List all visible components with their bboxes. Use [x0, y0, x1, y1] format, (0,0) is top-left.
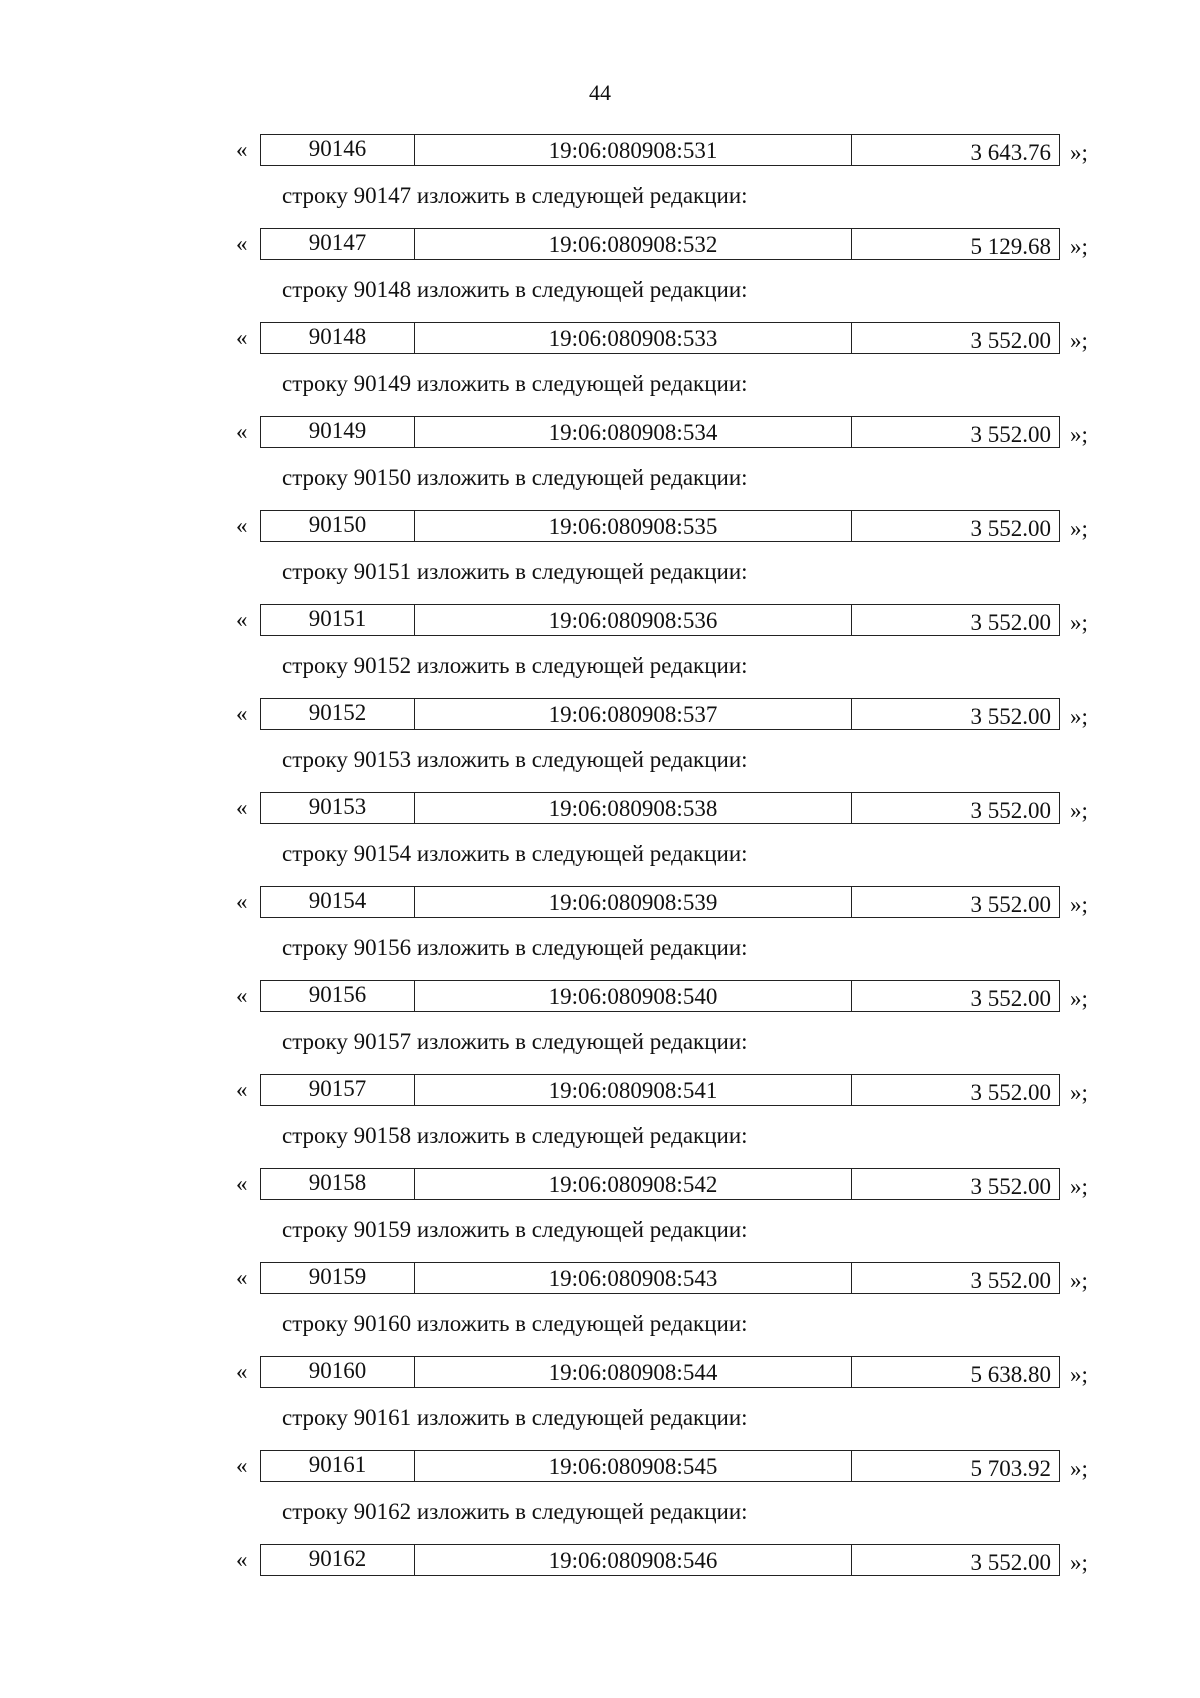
instruction-line — [282, 746, 748, 774]
table-row-cells — [260, 1074, 1060, 1106]
cadastral-number-cell: 19:06:080908:545 — [415, 1451, 852, 1481]
instruction-line — [282, 934, 748, 962]
instruction-line — [282, 182, 748, 210]
instruction-row-code: 90157 — [353, 1029, 412, 1054]
row-code-cell: 90159 — [261, 1263, 415, 1293]
cadastral-number-cell: 19:06:080908:536 — [415, 605, 852, 635]
table-row-cells — [260, 1168, 1060, 1200]
closing-quote: »; — [1070, 516, 1088, 541]
opening-quote: « — [236, 1453, 248, 1478]
row-code-cell: 90160 — [261, 1357, 415, 1387]
instruction-row-code: 90150 — [353, 465, 412, 490]
instruction-suffix: изложить в следующей редакции: — [416, 1311, 748, 1336]
amendment-block — [0, 1356, 1200, 1450]
table-row — [0, 510, 1200, 542]
closing-quote: »; — [1070, 1550, 1088, 1575]
instruction-row-code: 90160 — [353, 1311, 412, 1336]
row-code-cell: 90158 — [261, 1169, 415, 1199]
table-row-cells — [260, 134, 1060, 166]
instruction-suffix: изложить в следующей редакции: — [416, 841, 748, 866]
instruction-prefix: строку — [282, 1311, 348, 1336]
table-row-cells — [260, 510, 1060, 542]
table-row — [0, 1356, 1200, 1388]
opening-quote: « — [236, 231, 248, 256]
instruction-row-code: 90147 — [353, 183, 412, 208]
table-row-cells — [260, 604, 1060, 636]
cadastral-number-cell: 19:06:080908:535 — [415, 511, 852, 541]
cadastral-number-cell: 19:06:080908:534 — [415, 417, 852, 447]
table-row — [0, 416, 1200, 448]
opening-quote: « — [236, 137, 248, 162]
instruction-suffix: изложить в следующей редакции: — [416, 559, 748, 584]
row-code-cell: 90150 — [261, 511, 415, 541]
document-body — [0, 134, 1200, 1638]
instruction-line — [282, 840, 748, 868]
opening-quote: « — [236, 889, 248, 914]
instruction-prefix: строку — [282, 1217, 348, 1242]
opening-quote: « — [236, 701, 248, 726]
row-code-cell: 90146 — [261, 135, 415, 165]
instruction-suffix: изложить в следующей редакции: — [416, 1123, 748, 1148]
instruction-row-code: 90153 — [353, 747, 412, 772]
value-cell: 3 552.00 — [970, 986, 1051, 1011]
instruction-row-code: 90151 — [353, 559, 412, 584]
table-row-cells — [260, 698, 1060, 730]
instruction-suffix: изложить в следующей редакции: — [416, 1405, 748, 1430]
closing-quote: »; — [1070, 1456, 1088, 1481]
amendment-block — [0, 792, 1200, 886]
opening-quote: « — [236, 419, 248, 444]
instruction-line — [282, 652, 748, 680]
value-cell: 3 552.00 — [970, 892, 1051, 917]
table-row-cells — [260, 1262, 1060, 1294]
instruction-row-code: 90158 — [353, 1123, 412, 1148]
instruction-suffix: изложить в следующей редакции: — [416, 465, 748, 490]
table-row — [0, 1450, 1200, 1482]
table-row — [0, 1544, 1200, 1576]
table-row — [0, 134, 1200, 166]
table-row-cells — [260, 1544, 1060, 1576]
cadastral-number-cell: 19:06:080908:546 — [415, 1545, 852, 1575]
cadastral-number-cell: 19:06:080908:537 — [415, 699, 852, 729]
instruction-row-code: 90159 — [353, 1217, 412, 1242]
row-code-cell: 90156 — [261, 981, 415, 1011]
instruction-prefix: строку — [282, 935, 348, 960]
amendment-block — [0, 510, 1200, 604]
instruction-prefix: строку — [282, 747, 348, 772]
amendment-block — [0, 604, 1200, 698]
row-code-cell: 90152 — [261, 699, 415, 729]
amendment-block — [0, 228, 1200, 322]
instruction-prefix: строку — [282, 841, 348, 866]
instruction-line — [282, 276, 748, 304]
closing-quote: »; — [1070, 140, 1088, 165]
opening-quote: « — [236, 1077, 248, 1102]
table-row — [0, 604, 1200, 636]
table-row — [0, 792, 1200, 824]
cadastral-number-cell: 19:06:080908:540 — [415, 981, 852, 1011]
cadastral-number-cell: 19:06:080908:532 — [415, 229, 852, 259]
closing-quote: »; — [1070, 1268, 1088, 1293]
table-row — [0, 228, 1200, 260]
row-code-cell: 90161 — [261, 1451, 415, 1481]
table-row — [0, 1262, 1200, 1294]
instruction-line — [282, 464, 748, 492]
value-cell: 3 552.00 — [970, 1174, 1051, 1199]
value-cell: 3 552.00 — [970, 516, 1051, 541]
instruction-suffix: изложить в следующей редакции: — [416, 747, 748, 772]
closing-quote: »; — [1070, 798, 1088, 823]
value-cell: 3 552.00 — [970, 1268, 1051, 1293]
opening-quote: « — [236, 1265, 248, 1290]
row-code-cell: 90147 — [261, 229, 415, 259]
amendment-block — [0, 1262, 1200, 1356]
instruction-prefix: строку — [282, 1123, 348, 1148]
table-row-cells — [260, 228, 1060, 260]
value-cell: 3 552.00 — [970, 610, 1051, 635]
amendment-block — [0, 134, 1200, 228]
table-row — [0, 980, 1200, 1012]
amendment-block — [0, 980, 1200, 1074]
table-row — [0, 1168, 1200, 1200]
table-row-cells — [260, 886, 1060, 918]
table-row — [0, 886, 1200, 918]
closing-quote: »; — [1070, 986, 1088, 1011]
amendment-block — [0, 1450, 1200, 1544]
instruction-suffix: изложить в следующей редакции: — [416, 183, 748, 208]
amendment-block — [0, 1544, 1200, 1638]
instruction-prefix: строку — [282, 1029, 348, 1054]
instruction-line — [282, 1310, 748, 1338]
table-row-cells — [260, 416, 1060, 448]
cadastral-number-cell: 19:06:080908:531 — [415, 135, 852, 165]
value-cell: 5 703.92 — [970, 1456, 1051, 1481]
value-cell: 3 552.00 — [970, 798, 1051, 823]
instruction-line — [282, 1028, 748, 1056]
row-code-cell: 90157 — [261, 1075, 415, 1105]
opening-quote: « — [236, 795, 248, 820]
instruction-line — [282, 370, 748, 398]
opening-quote: « — [236, 1359, 248, 1384]
instruction-prefix: строку — [282, 371, 348, 396]
instruction-suffix: изложить в следующей редакции: — [416, 371, 748, 396]
row-code-cell: 90151 — [261, 605, 415, 635]
instruction-row-code: 90149 — [353, 371, 412, 396]
closing-quote: »; — [1070, 1362, 1088, 1387]
instruction-line — [282, 1404, 748, 1432]
row-code-cell: 90148 — [261, 323, 415, 353]
cadastral-number-cell: 19:06:080908:539 — [415, 887, 852, 917]
instruction-prefix: строку — [282, 465, 348, 490]
instruction-line — [282, 1216, 748, 1244]
opening-quote: « — [236, 1171, 248, 1196]
value-cell: 5 129.68 — [970, 234, 1051, 259]
closing-quote: »; — [1070, 234, 1088, 259]
row-code-cell: 90153 — [261, 793, 415, 823]
row-code-cell: 90154 — [261, 887, 415, 917]
instruction-row-code: 90154 — [353, 841, 412, 866]
cadastral-number-cell: 19:06:080908:542 — [415, 1169, 852, 1199]
instruction-suffix: изложить в следующей редакции: — [416, 935, 748, 960]
cadastral-number-cell: 19:06:080908:538 — [415, 793, 852, 823]
table-row — [0, 698, 1200, 730]
table-row-cells — [260, 1356, 1060, 1388]
cadastral-number-cell: 19:06:080908:544 — [415, 1357, 852, 1387]
table-row-cells — [260, 322, 1060, 354]
closing-quote: »; — [1070, 704, 1088, 729]
opening-quote: « — [236, 513, 248, 538]
row-code-cell: 90149 — [261, 417, 415, 447]
table-row-cells — [260, 1450, 1060, 1482]
closing-quote: »; — [1070, 610, 1088, 635]
instruction-suffix: изложить в следующей редакции: — [416, 653, 748, 678]
instruction-line — [282, 1122, 748, 1150]
instruction-prefix: строку — [282, 1499, 348, 1524]
amendment-block — [0, 1168, 1200, 1262]
instruction-prefix: строку — [282, 1405, 348, 1430]
value-cell: 3 552.00 — [970, 704, 1051, 729]
value-cell: 5 638.80 — [970, 1362, 1051, 1387]
instruction-prefix: строку — [282, 183, 348, 208]
value-cell: 3 552.00 — [970, 328, 1051, 353]
amendment-block — [0, 1074, 1200, 1168]
instruction-row-code: 90156 — [353, 935, 412, 960]
cadastral-number-cell: 19:06:080908:541 — [415, 1075, 852, 1105]
instruction-row-code: 90148 — [353, 277, 412, 302]
value-cell: 3 643.76 — [970, 140, 1051, 165]
instruction-prefix: строку — [282, 559, 348, 584]
row-code-cell: 90162 — [261, 1545, 415, 1575]
instruction-row-code: 90152 — [353, 653, 412, 678]
instruction-prefix: строку — [282, 653, 348, 678]
closing-quote: »; — [1070, 422, 1088, 447]
instruction-line — [282, 558, 748, 586]
value-cell: 3 552.00 — [970, 1550, 1051, 1575]
amendment-block — [0, 886, 1200, 980]
value-cell: 3 552.00 — [970, 422, 1051, 447]
instruction-suffix: изложить в следующей редакции: — [416, 277, 748, 302]
opening-quote: « — [236, 325, 248, 350]
opening-quote: « — [236, 607, 248, 632]
instruction-prefix: строку — [282, 277, 348, 302]
closing-quote: »; — [1070, 1174, 1088, 1199]
cadastral-number-cell: 19:06:080908:533 — [415, 323, 852, 353]
table-row — [0, 322, 1200, 354]
closing-quote: »; — [1070, 892, 1088, 917]
opening-quote: « — [236, 1547, 248, 1572]
table-row-cells — [260, 980, 1060, 1012]
opening-quote: « — [236, 983, 248, 1008]
value-cell: 3 552.00 — [970, 1080, 1051, 1105]
instruction-row-code: 90162 — [353, 1499, 412, 1524]
instruction-row-code: 90161 — [353, 1405, 412, 1430]
instruction-line — [282, 1498, 748, 1526]
instruction-suffix: изложить в следующей редакции: — [416, 1499, 748, 1524]
amendment-block — [0, 416, 1200, 510]
closing-quote: »; — [1070, 1080, 1088, 1105]
amendment-block — [0, 322, 1200, 416]
table-row-cells — [260, 792, 1060, 824]
amendment-block — [0, 698, 1200, 792]
instruction-suffix: изложить в следующей редакции: — [416, 1029, 748, 1054]
cadastral-number-cell: 19:06:080908:543 — [415, 1263, 852, 1293]
closing-quote: »; — [1070, 328, 1088, 353]
table-row — [0, 1074, 1200, 1106]
instruction-suffix: изложить в следующей редакции: — [416, 1217, 748, 1242]
page-number: 44 — [589, 80, 611, 105]
